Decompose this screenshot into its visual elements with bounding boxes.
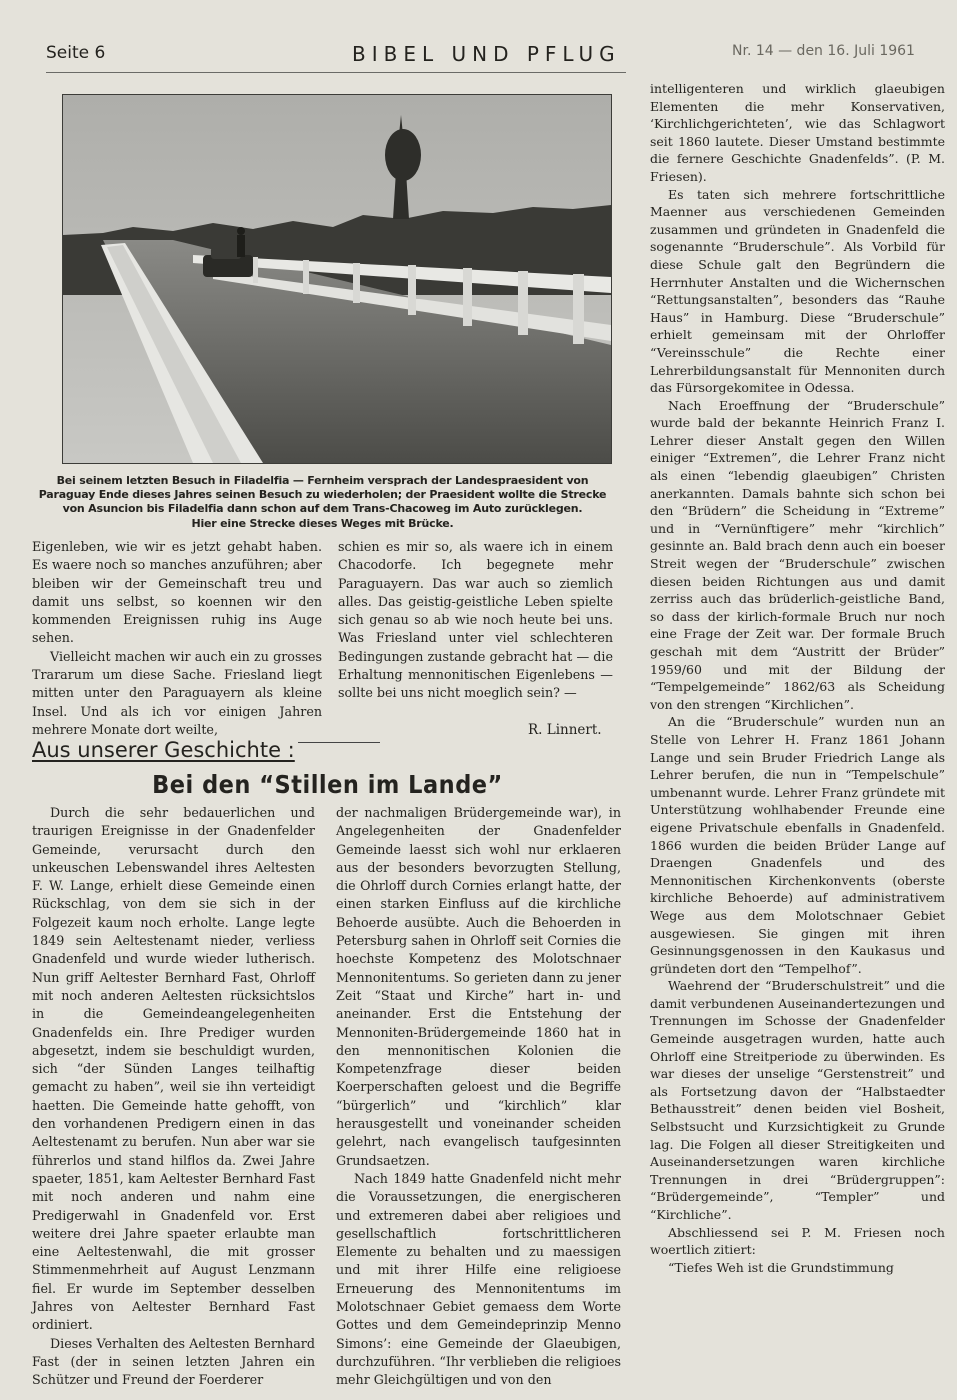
article-paragraph: Nach Eroeffnung der “Bruderschule” wurde bald der bekannte Heinrich Franz I. Lehrer dieser Anstalt gegen den Willen einiger “Extremen”, die Lehrer Franz nicht als einen “lebendig glaeubigen” Christen anerkannten. Damals bahnte sich schon bei den “Brüdern” die Scheidung in “Extreme” und in “Vernünftigere” mehr “kirchlich” gesinnte an. Bald brach denn auch ein boeser Streit wegen der “Bruderschule” zwischen diesen beiden Richtungen aus und damit zerriss auch das brüderlich-geistliche Band, so dass der kirlich-formale Bruch nur noch eine Frage der Zeit war. Der formale Bruch geschah mit dem “Austritt der Brüder” 1959/60 und mit der Bildung der “Tempelgemeinde” 1862/63 als Scheidung von den strengen “Kirchlichen”. [650,397,945,712]
article-paragraph: Es taten sich mehrere fortschrittliche Maenner aus verschiedenen Gemeinden zusammen und gründeten in Gnadenfeld die sogenannte “Bruderschule”. Als Vorbild für diese Schule galt den Begründern die Herrnhuter Anstalten und die Wichernschen “Rettungsanstalten”, besonders das “Rauhe Haus” in Hamburg. Diese “Bruderschule” erhielt gemeinsam mit der Ohrloffer “Vereinsschule” die Rechte einer Lehrerbildungsanstalt für Mennoniten durch das Fürsorgekomitee in Odessa. [650,186,945,396]
article-paragraph: der nachmaligen Brüdergemeinde war), in Angelegenheiten der Gnadenfelder Gemeinde laesst sich wohl nur erklaeren aus der besonders bevorzugten Stellung, die Ohrloff durch Cornies erlangt hatte, der einen starken Einfluss auf die kirchliche Behoerde ausübte. Auch die Behoerden in Petersburg sahen in Ohrloff seit Cornies die hoechste Kompetenz des Molotschnaer Mennonitentums. So gerieten dann zu jener Zeit “Staat und Kirche” hart in- und aneinander. Erst die Entstehung der Mennoniten-Brüdergemeinde 1860 hat in den mennonitischen Kolonien die Kompetenzfrage dieser beiden Koerperschaften geloest und die Begriffe “bürgerlich” und “kirchlich” klar herausgestellt und voneinander scheiden gelehrt, nach evangelisch taufgesinnten Grundsaetzen. [336,805,621,1168]
article-paragraph: “Tiefes Weh ist die Grundstimmung [668,1259,894,1275]
caption-line: Hier eine Strecke dieses Weges mit Brücke. [191,516,454,530]
article-paragraph: Eigenleben, wie wir es jetzt gehabt haben. Es waere noch so manches anzuführen; aber bleiben wir der Gemeinschaft treu und damit uns selbst, so koennen wir den kommenden Ereignissen ruhig ins Auge sehen. [32,539,322,646]
caption-line: Paraguay Ende dieses Jahres seinen Besuch zu wiederholen; der Praesident wollte die Strecke [38,488,607,502]
article2-col-2 [336,804,621,1390]
article2-col-3 [650,80,945,1276]
author-signature: R. Linnert. [528,722,602,738]
bridge-photo [62,94,612,464]
bridge-photo-image [63,95,611,463]
article-paragraph: Dieses Verhalten des Aeltesten Bernhard Fast (der in seinen letzten Jahren ein Schützer und Freund der Foerderer [32,1335,315,1388]
article1-col-left [32,538,322,739]
section-title: Aus unserer Geschichte : [32,738,295,762]
article-paragraph: Nach 1849 hatte Gnadenfeld nicht mehr die Voraussetzungen, die energischeren und extremeren dabei aber religioes und gesellschaftlich fortschrittlicheren Elemente zu behalten und zu maessigen und mit ihrer Hilfe eine religioese Erneuerung des Mennonitentums im Molotschnaer Gebiet gemaess dem Worte Gottes und dem Gemeindeprinzip Menno Simons’: eine Gemeinde der Glaeubigen, durchzuführen. “Ihr verblieben die religioes mehr Gleichgültigen und von den [336,1170,621,1388]
article2-col-1 [32,804,315,1390]
article-paragraph: schien es mir so, als waere ich in einem Chacodorfe. Ich begegnete mehr Paraguayern. Das war auch so ziemlich alles. Das geistig-geistliche Leben spielte sich genau so ab wie noch heute bei uns. Was Friesland unter viel schlechteren Bedingungen zustande gebracht hat — die Erhaltung mennonitischen Eigenlebens — sollte bei uns nicht moeglich sein? — [338,539,613,701]
article-paragraph: Durch die sehr bedauerlichen und traurigen Ereignisse in der Gnadenfelder Gemeinde, verursacht durch den unkeuschen Lebenswandel ihres Aeltesten F. W. Lange, erhielt diese Gemeinde einen Rückschlag, von dem sie sich in der Folgezeit kaum noch erholte. Lange legte 1849 sein Aeltestenamt nieder, verliess Gnadenfeld und wurde wieder lutherisch. Nun griff Aeltester Bernhard Fast, Ohrloff mit noch anderen Aeltesten rücksichtslos in die Gemeindeangelegenheiten Gnadenfelds ein. Ihre Prediger wurden abgesetzt, indem sie beschuldigt wurden, sich “der Sünden Langes teilhaftig gemacht zu haben”, weil sie ihn verteidigt haetten. Die Gemeinde hatte gehofft, von den vorhandenen Predigern einen in das Aeltestenamt zu berufen. Nun aber war sie führerlos und stand hilflos da. Zwei Jahre spaeter, 1851, kam Aeltester Bernhard Fast mit noch anderen und nahm eine Predigerwahl in Gnadenfeld vor. Erst weitere drei Jahre spaeter erlaubte man eine Aeltestenwahl, die mit grosser Stimmenmehrheit auf August Lenzmann fiel. Er wurde im September desselben Jahres von Aeltester Bernhard Fast ordiniert. [32,805,315,1333]
article-paragraph: Abschliessend sei P. M. Friesen noch woertlich zitiert: [650,1224,945,1258]
header-rule [46,72,626,73]
section-rule [298,742,380,743]
caption-line: Bei seinem letzten Besuch in Filadelfia — Fernheim versprach der Landespraesident von [56,474,589,487]
article-paragraph: intelligenteren und wirklich glaeubigen Elementen die mehr Konservativen, ‘Kirchlichgerichteten’, wie das Schlagwort seit 1860 lautete. Dieser Umstand bestimmte die fernere Geschichte Gnadenfelds”. (P. M. Friesen). [650,81,945,184]
photo-caption [30,474,615,531]
caption-line: von Asuncion bis Filadelfia dann schon auf dem Trans-Chacoweg im Auto zurücklegen. [62,502,583,516]
article-paragraph: Waehrend der “Bruderschulstreit” und die damit verbundenen Auseinandertezungen und Trennungen im Schosse der Gnadenfelder Gemeinde ausgetragen wurden, hatte auch Ohrloff eine Streitperiode zu überwinden. Es war dieses der unselige “Gerstenstreit” und als Fortsetzung davon der “Halbstaedter Bethausstreit” denen beiden viel Bosheit, Selbstsucht und Kurzsichtigkeit zu Grunde lag. Die Folgen all dieser Streitigkeiten und Auseinandersetzungen waren kirchliche Trennungen in drei “Brüdergruppen”: “Brüdergemeinde”, “Templer” und “Kirchliche”. [650,978,945,1222]
article-paragraph: An die “Bruderschule” wurden nun an Stelle von Lehrer H. Franz 1861 Johann Lange und sein Bruder Friedrich Lange als Lehrer berufen, die nun in “Tempelschule” umbenannt wurde. Lehrer Franz gründete mit Unterstützung wohlhabender Freunde eine eigene Privatschule ebenfalls in Gnadenfeld. 1866 wurden die beiden Brüder Lange auf Draengen Gnadenfels und des Mennonitischen Kirchenkonvents (oberste kirchliche Behoerde) auf administrativem Wege aus dem Molotschnaer Gebiet ausgewiesen. Sie gingen mit ihren Gesinnungsgenossen in den Kaukasus und gründeten dort den “Tempelhof”. [650,714,945,976]
newspaper-name: BIBEL UND PFLUG [352,42,621,66]
page-number: Seite 6 [46,43,106,63]
article1-col-right [338,538,613,703]
issue-date: Nr. 14 — den 16. Juli 1961 [732,43,915,59]
article-headline: Bei den “Stillen im Lande” [152,770,503,799]
article-paragraph: Vielleicht machen wir auch ein zu grosses Trararum um diese Sache. Friesland liegt mitten unter den Paraguayern als kleine Insel. Und als ich vor einigen Jahren mehrere Monate dort weilte, [32,648,322,737]
